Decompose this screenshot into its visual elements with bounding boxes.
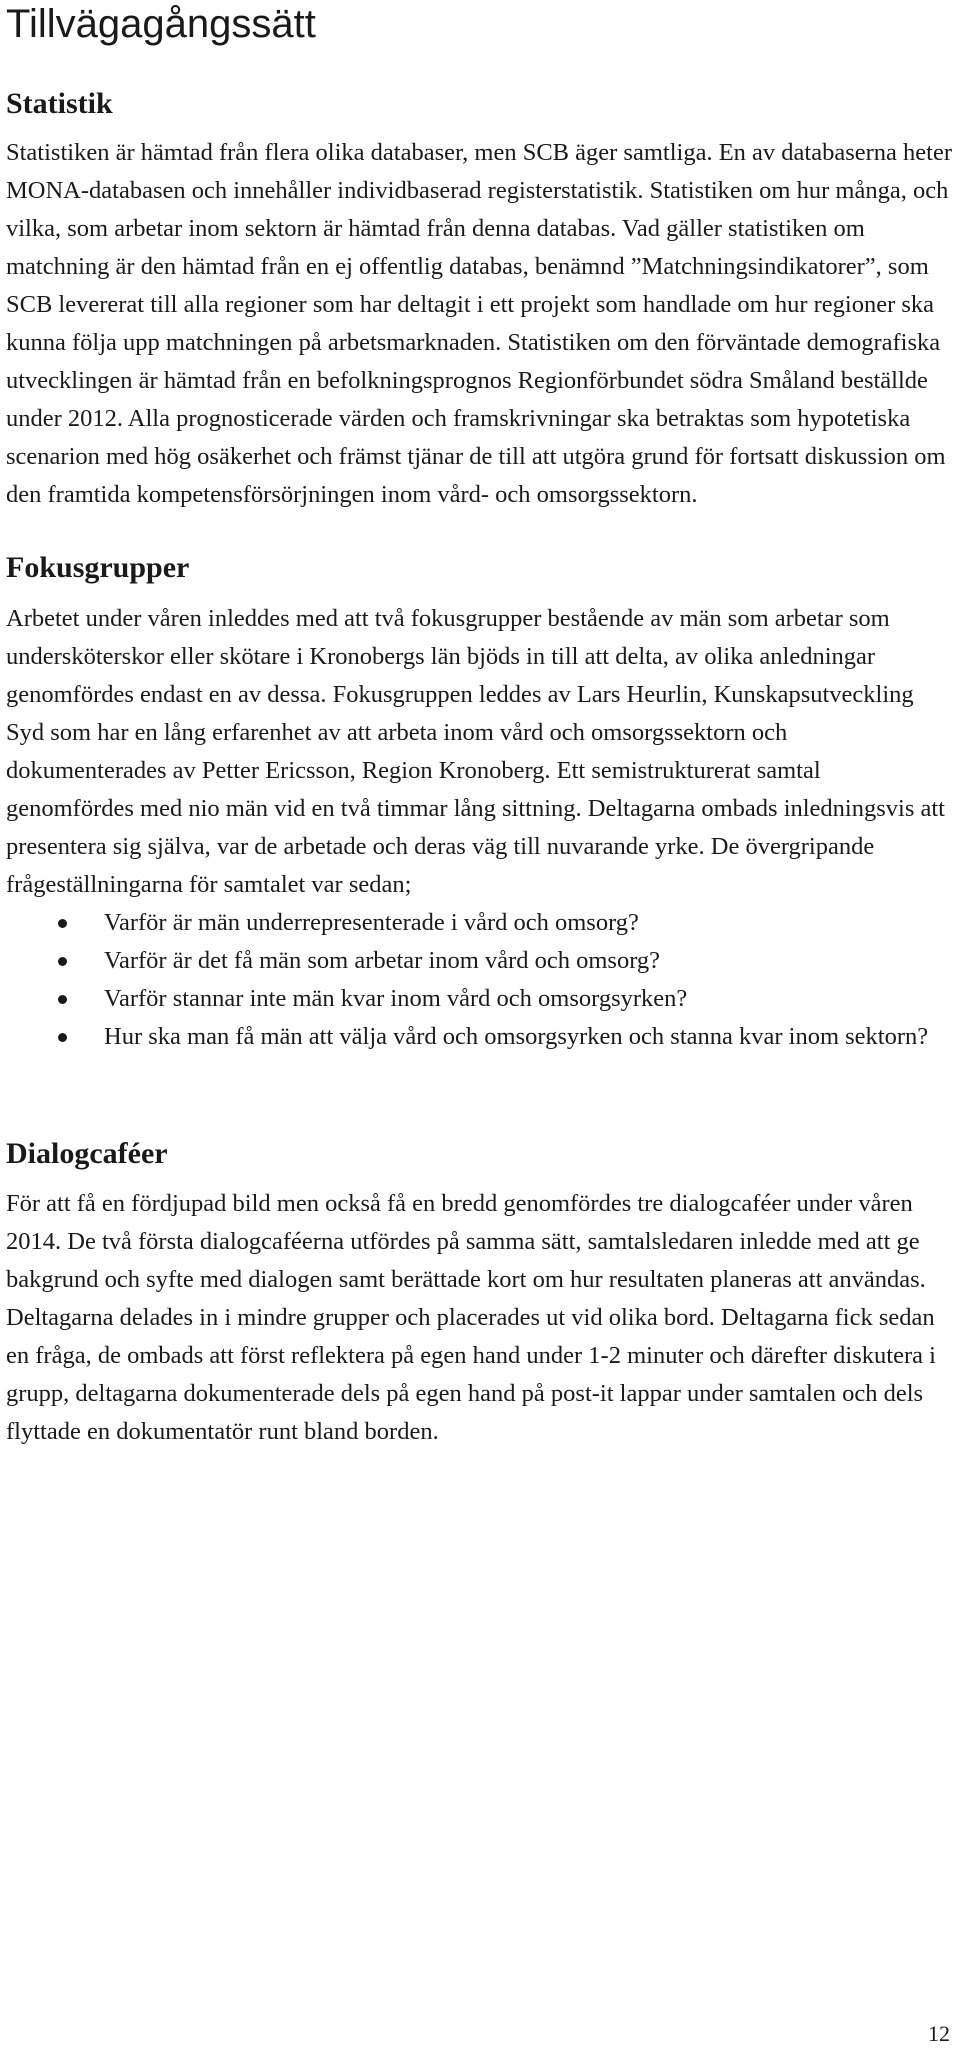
- paragraph-dialogcafeer: För att få en fördjupad bild men också få en bredd genomfördes tre dialogcaféer under våren 2014. De två första dialogcaféerna utfördes på samma sätt, samtalsledaren inledde med att ge bakgrund och syfte med dialogen samt berättade kort om hur resultaten planeras att användas. Deltagarna delades in i mindre grupper och placerades ut vid olika bord. Deltagarna fick sedan en fråga, de ombads att först reflektera på egen hand under 1-2 minuter och därefter diskutera i grupp, deltagarna dokumenterade dels på egen hand på post-it lappar under samtalen och dels flyttade en dokumentatör runt bland borden.: [6, 1190, 936, 1445]
- question-list: [6, 904, 952, 1056]
- bullet-icon: [58, 1033, 67, 1042]
- page-number: 12: [928, 2021, 950, 2046]
- section-heading-fokusgrupper: Fokusgrupper: [6, 551, 190, 584]
- paragraph-fokusgrupper: Arbetet under våren inleddes med att två fokusgrupper bestående av män som arbetar som undersköterskor eller skötare i Kronobergs län bjöds in till att delta, av olika anledningar genomfördes endast en av dessa. Fokusgruppen leddes av Lars Heurlin, Kunskapsutveckling Syd som har en lång erfarenhet av att arbeta inom vård och omsorgssektorn och dokumenterades av Petter Ericsson, Region Kronoberg. Ett semistrukturerat samtal genomfördes med nio män vid en två timmar lång sittning. Deltagarna ombads inledningsvis att presentera sig själva, var de arbetade och deras väg till nuvarande yrke. De övergripande frågeställningarna för samtalet var sedan;: [6, 605, 945, 898]
- section-heading-statistik: Statistik: [6, 87, 113, 120]
- bullet-icon: [58, 995, 67, 1004]
- list-item: [6, 1018, 952, 1056]
- bullet-icon: [58, 919, 67, 928]
- section-statistik: [6, 86, 952, 514]
- document-page: [6, 0, 952, 1451]
- bullet-icon: [58, 957, 67, 966]
- question-text: Varför är det få män som arbetar inom vård och omsorg?: [104, 947, 661, 974]
- list-item: [6, 942, 952, 980]
- list-item: [6, 904, 952, 942]
- section-dialogcafeer: [6, 1136, 952, 1451]
- section-fokusgrupper: [6, 550, 952, 1056]
- list-item: [6, 980, 952, 1018]
- paragraph-statistik: Statistiken är hämtad från flera olika databaser, men SCB äger samtliga. En av databaserna heter MONA-databasen och innehåller individbaserad registerstatistik. Statistiken om hur många, och vilka, som arbetar inom sektorn är hämtad från denna databas. Vad gäller statistiken om matchning är den hämtad från en ej offentlig databas, benämnd ”Matchningsindikatorer”, som SCB levererat till alla regioner som har deltagit i ett projekt som handlade om hur regioner ska kunna följa upp matchningen på arbetsmarknaden. Statistiken om den förväntade demografiska utvecklingen är hämtad från en befolkningsprognos Regionförbundet södra Småland beställde under 2012. Alla prognosticerade värden och framskrivningar ska betraktas som hypotetiska scenarion med hög osäkerhet och främst tjänar de till att utgöra grund för fortsatt diskussion om den framtida kompetensförsörjningen inom vård- och omsorgssektorn.: [6, 139, 952, 508]
- question-text: Varför är män underrepresenterade i vård och omsorg?: [104, 909, 639, 936]
- question-text: Varför stannar inte män kvar inom vård och omsorgsyrken?: [104, 985, 688, 1012]
- section-heading-dialogcafeer: Dialogcaféer: [6, 1137, 168, 1170]
- page-title: Tillvägagångssätt: [6, 2, 316, 46]
- question-text: Hur ska man få män att välja vård och omsorgsyrken och stanna kvar inom sektorn?: [104, 1023, 929, 1050]
